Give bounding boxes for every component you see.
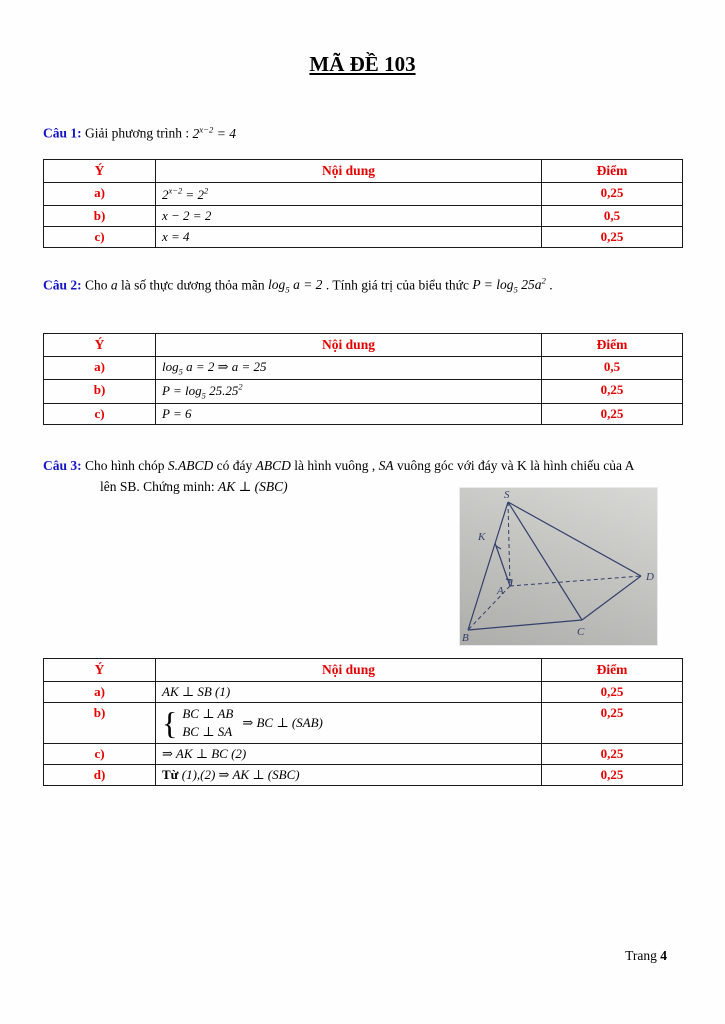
question-3-section xyxy=(43,455,682,658)
question-3-math-sa: SA xyxy=(378,457,394,473)
row-label: a) xyxy=(44,183,156,205)
table-row-c xyxy=(44,744,683,765)
table-row-a xyxy=(44,183,683,205)
table-row-c xyxy=(44,403,683,424)
footer-label: Trang xyxy=(625,948,657,963)
answer-content: $P = \log_5 25.25^2$ xyxy=(156,379,542,403)
question-2-math-p: $P = \log_5 25a^2$ xyxy=(472,275,546,295)
question-3-label: Câu 3: xyxy=(43,457,82,473)
table-row-b xyxy=(44,702,683,743)
question-2-math-log: $\log_5 a = 2$ xyxy=(268,277,323,295)
table-header-row xyxy=(44,334,683,357)
score-value: 0,25 xyxy=(542,183,683,205)
footer-page-number: 4 xyxy=(660,948,667,963)
score-value: 0,25 xyxy=(542,379,683,403)
answer-content: x − 2 = 2 xyxy=(156,205,542,226)
system-line-2: BC ⊥ SA xyxy=(182,723,233,739)
score-value: 0,5 xyxy=(542,205,683,226)
row-label: a) xyxy=(44,681,156,702)
question-1-label: Câu 1: xyxy=(43,125,82,141)
score-value: 0,25 xyxy=(542,702,683,743)
page-title-text: MÃ ĐỀ 103 xyxy=(309,52,416,76)
score-value: 0,25 xyxy=(542,744,683,765)
score-value: 0,5 xyxy=(542,357,683,380)
answer-table-question-3 xyxy=(43,658,683,786)
row-d-prefix: Từ xyxy=(162,767,179,783)
table-header-row xyxy=(44,658,683,681)
question-1-text: Giải phương trình : xyxy=(85,125,190,141)
question-2-label: Câu 2: xyxy=(43,277,82,293)
page-title xyxy=(0,0,725,77)
score-value: 0,25 xyxy=(542,403,683,424)
score-value: 0,25 xyxy=(542,681,683,702)
answer-content: $\log_5 a = 2$ ⇒ a = 25 xyxy=(156,357,542,380)
row-label: b) xyxy=(44,379,156,403)
answer-content: Từ (1),(2) ⇒ AK ⊥ (SBC) xyxy=(156,765,542,786)
question-2-text: Cho xyxy=(85,277,108,293)
question-3-math-abcd: ABCD xyxy=(255,457,291,473)
col-header-content: Nội dung xyxy=(156,658,542,681)
vertex-label-a: A xyxy=(497,584,504,597)
row-label: c) xyxy=(44,226,156,247)
table-row-a xyxy=(44,357,683,380)
answer-table-question-1 xyxy=(43,159,683,247)
vertex-label-b: B xyxy=(462,631,469,644)
row-label: c) xyxy=(44,403,156,424)
table-row-b xyxy=(44,205,683,226)
row-label: c) xyxy=(44,744,156,765)
row-label: b) xyxy=(44,702,156,743)
col-header-score: Điểm xyxy=(542,334,683,357)
answer-content: P = 6 xyxy=(156,403,542,424)
question-3-text: là hình vuông , xyxy=(294,457,376,473)
col-header-y: Ý xyxy=(44,160,156,183)
question-2-text: . xyxy=(549,277,553,293)
answer-content: x = 4 xyxy=(156,226,542,247)
vertex-label-d: D xyxy=(646,570,654,583)
answer-content: ⇒ AK ⊥ BC (2) xyxy=(156,744,542,765)
row-label: a) xyxy=(44,357,156,380)
row-label: d) xyxy=(44,765,156,786)
question-3-text: Cho hình chóp xyxy=(85,457,165,473)
col-header-content: Nội dung xyxy=(156,160,542,183)
vertex-label-s: S xyxy=(504,488,510,501)
vertex-label-c: C xyxy=(577,625,585,638)
page-footer xyxy=(625,948,667,964)
score-value: 0,25 xyxy=(542,226,683,247)
col-header-y: Ý xyxy=(44,334,156,357)
system-conclusion: ⇒ BC ⊥ (SAB) xyxy=(242,714,323,730)
score-value: 0,25 xyxy=(542,765,683,786)
answer-content xyxy=(156,702,542,743)
system-line-1: BC ⊥ AB xyxy=(182,705,234,721)
answer-content: AK ⊥ SB (1) xyxy=(156,681,542,702)
question-3-math-conclusion: AK ⊥ (SBC) xyxy=(217,479,288,495)
question-3-text: vuông góc với đáy và K là hình chiếu của A lên SB. Chứng minh: xyxy=(100,457,634,495)
question-1-statement xyxy=(43,123,682,143)
table-header-row xyxy=(44,160,683,183)
question-3-text: có đáy xyxy=(216,457,253,473)
table-row-b xyxy=(44,379,683,403)
question-2-statement xyxy=(43,275,682,296)
question-2-text: . Tính giá trị của biểu thức xyxy=(325,277,469,293)
vertex-label-k: K xyxy=(478,530,486,543)
system-brace: { xyxy=(162,704,178,741)
col-header-score: Điểm xyxy=(542,160,683,183)
table-row-d xyxy=(44,765,683,786)
question-1-equation: $2^{x-2} = 4$ xyxy=(192,124,237,141)
answer-table-question-2 xyxy=(43,333,683,425)
pyramid-figure-image xyxy=(460,488,657,645)
pyramid-diagram xyxy=(460,488,657,645)
col-header-content: Nội dung xyxy=(156,334,542,357)
question-3-math-sabcd: S.ABCD xyxy=(167,457,214,473)
question-2-math-a: a xyxy=(110,277,118,293)
equation-system xyxy=(162,705,323,741)
table-row-c xyxy=(44,226,683,247)
answer-content: $2^{x-2} = 2^2$ xyxy=(156,183,542,205)
question-2-text: là số thực dương thỏa mãn xyxy=(121,277,265,293)
row-label: b) xyxy=(44,205,156,226)
table-row-a xyxy=(44,681,683,702)
col-header-y: Ý xyxy=(44,658,156,681)
col-header-score: Điểm xyxy=(542,658,683,681)
